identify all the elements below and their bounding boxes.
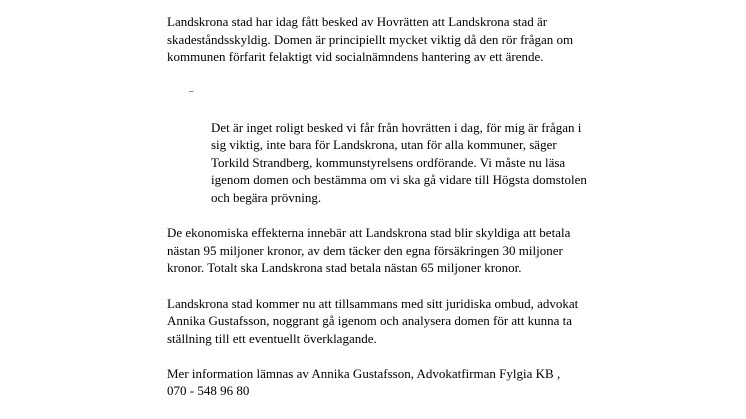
quote-dash: – <box>189 86 194 97</box>
economic-effects-paragraph: De ekonomiska effekterna innebär att Landskrona stad blir skyldiga att betala nästan 95 miljoner kronor, av dem täcker den egna försäkringen 30 miljoner kronor. Totalt ska Landskrona stad betala nästan 65 miljoner kronor. <box>167 225 571 276</box>
contact-paragraph: Mer information lämnas av Annika Gustafsson, Advokatfirman Fylgia KB , 070 - 548 96 80 <box>167 365 561 399</box>
legal-review-paragraph: Landskrona stad kommer nu att tillsammans med sitt juridiska ombud, advokat Annika Gustafsson, noggrant gå igenom och analysera domen för att kunna ta ställning till ett eventuellt överklagande. <box>167 295 579 346</box>
document-body <box>167 13 667 418</box>
quote-text: Det är inget roligt besked vi får från hovrätten i dag, för mig är frågan i sig viktig, inte bara för Landskrona, utan för alla kommuner, säger Torkild Strandberg, kommunstyrelsens ordförande. Vi måste nu läsa igenom domen och bestämma om vi ska gå vidare till Högsta domstolen och begära prövning. <box>211 119 587 205</box>
intro-paragraph: Landskrona stad har idag fått besked av Hovrätten att Landskrona stad är skadeståndsskyldig. Domen är principiellt mycket viktig då den rör frågan om kommunen förfarit felaktigt vid socialnämndens hantering av ett ärende. <box>167 14 574 65</box>
quote-block <box>167 83 667 206</box>
